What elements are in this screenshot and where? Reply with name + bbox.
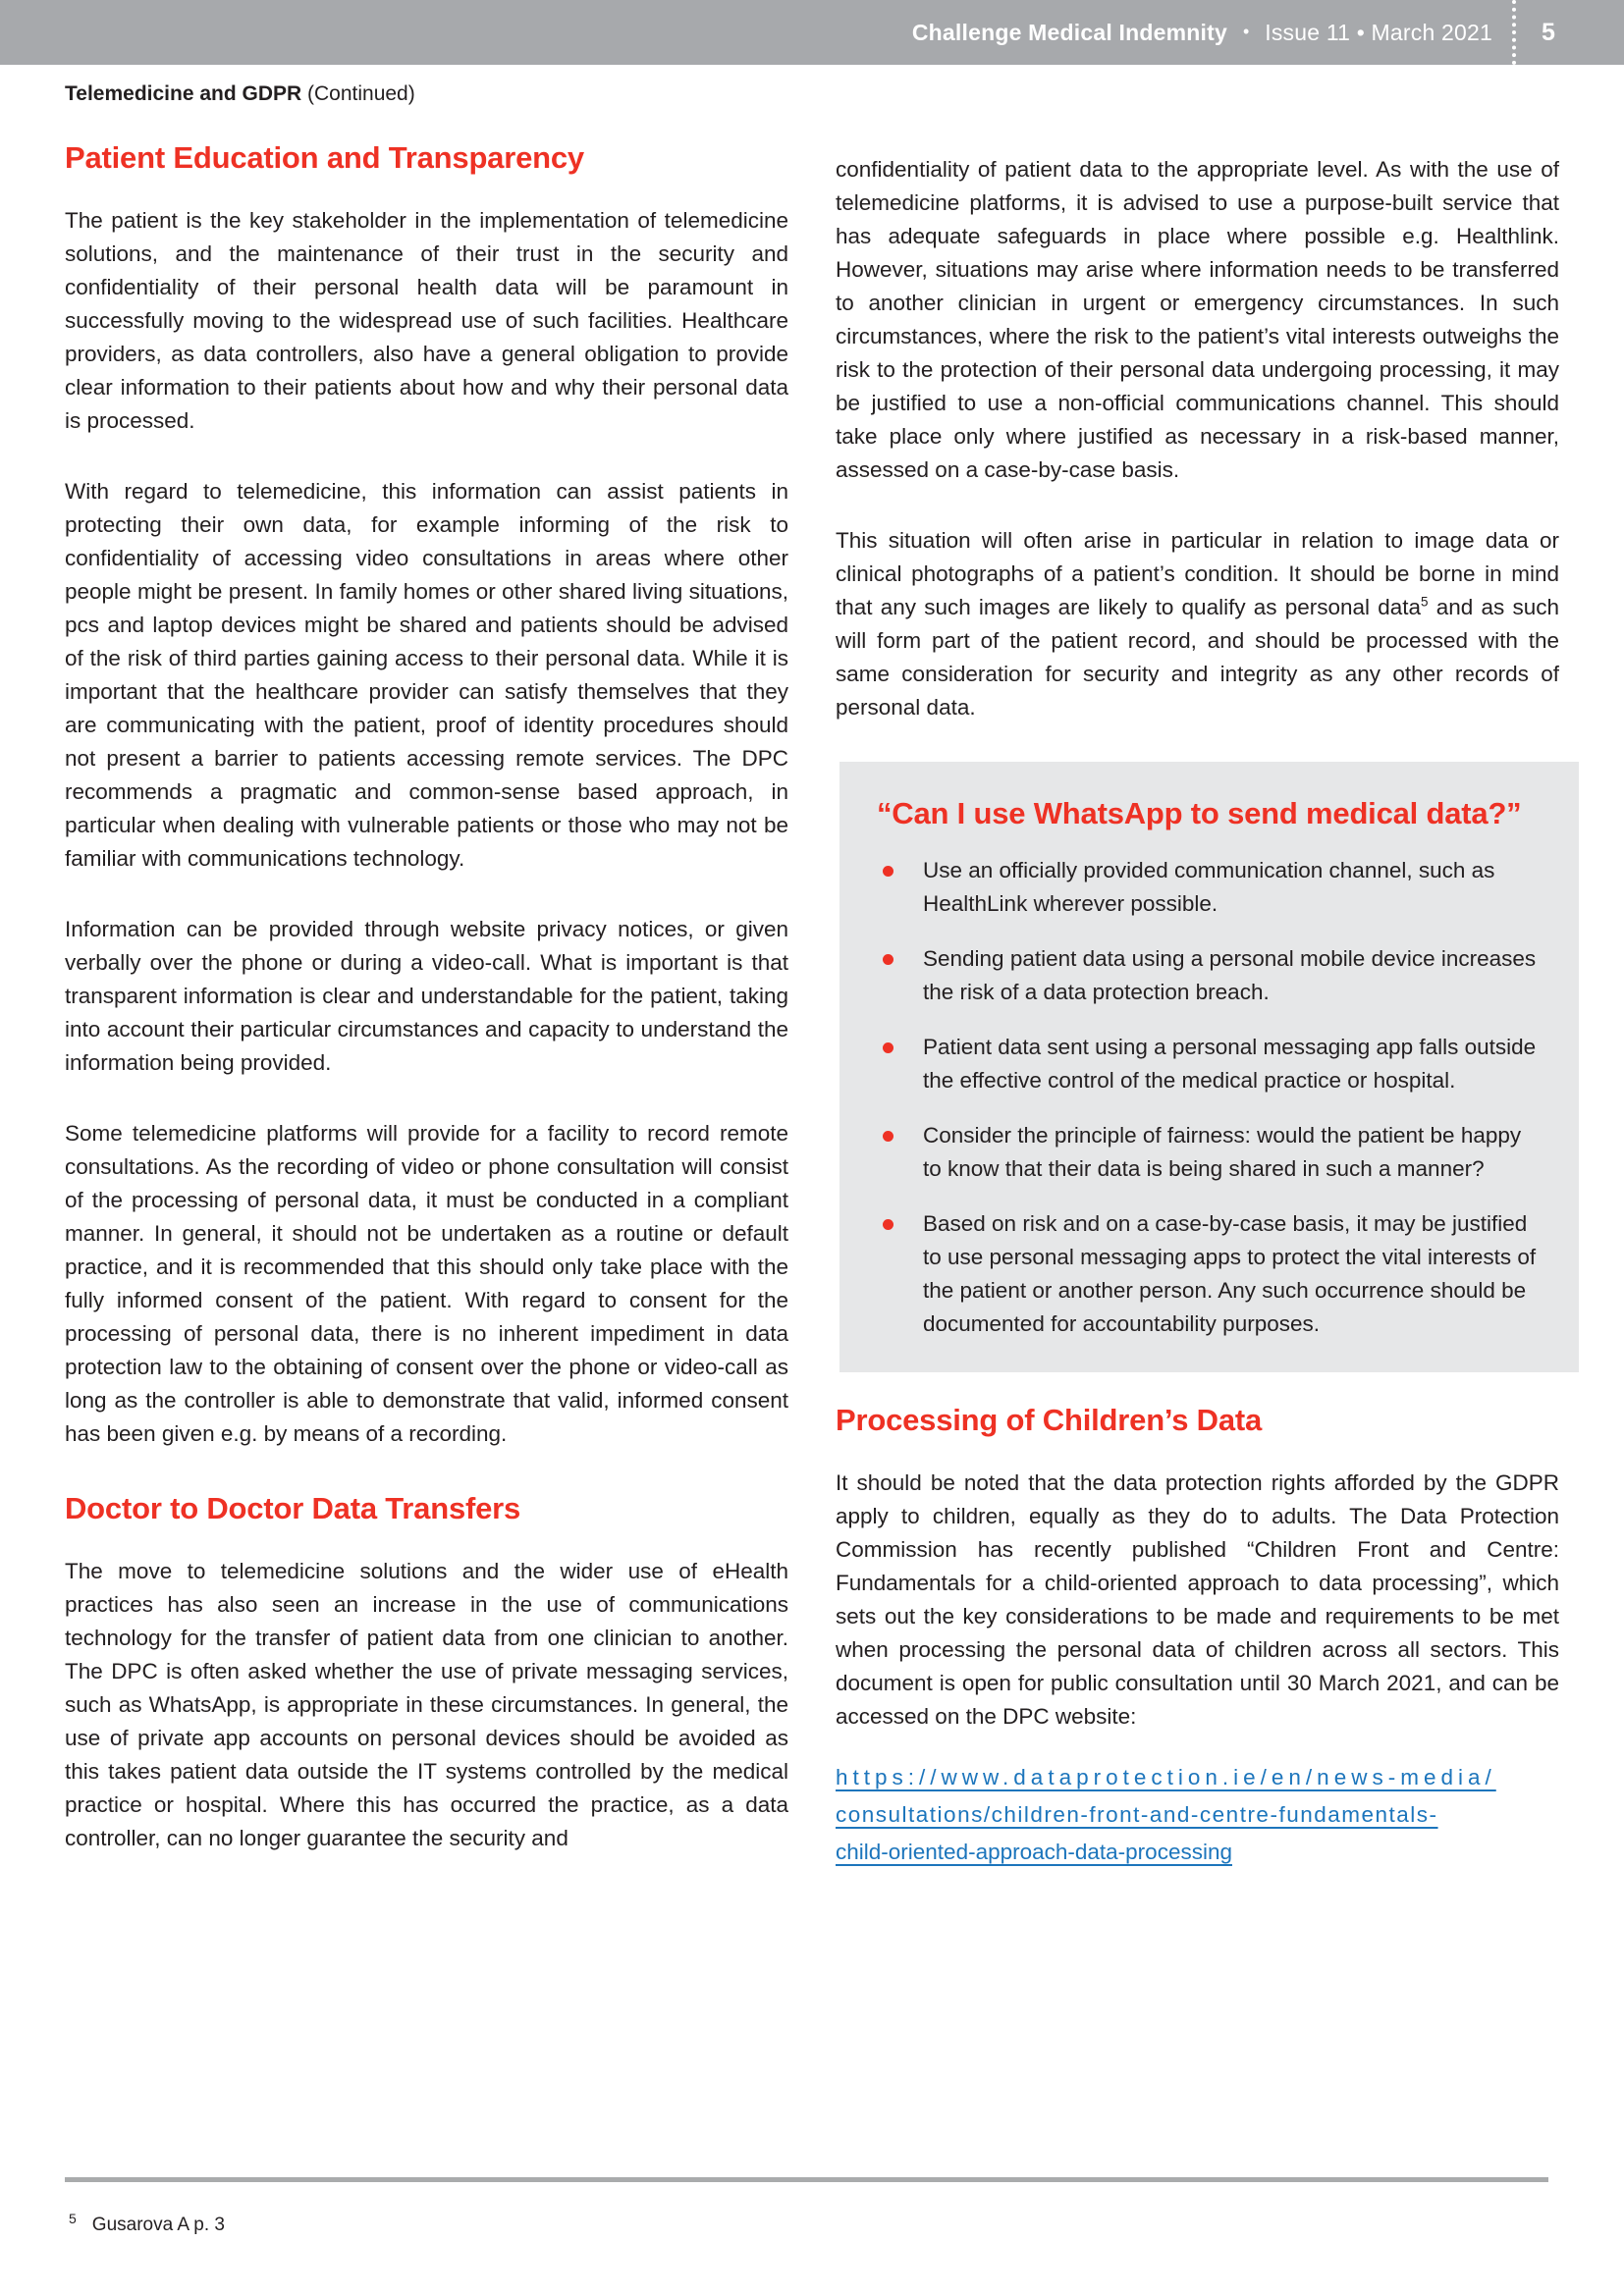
issue-info: Issue 11 • March 2021 <box>1265 19 1492 45</box>
bullet-text: Based on risk and on a case-by-case basis, it may be justified to use personal messaging apps to protect the vital interests of the patient or another person. Any such occurrence should be documented for accountability purposes. <box>923 1211 1537 1336</box>
body-paragraph: With regard to telemedicine, this information can assist patients in protecting their own data, for example informing of the risk to confidentiality of accessing video consultations in areas where other people might be present. In family homes or other shared living situations, pcs and laptop devices might be shared and patients should be advised of the risk of third parties gaining access to their personal data. While it is important that the healthcare provider can satisfy themselves that they are communicating with the patient, proof of identity procedures should not present a barrier to patients accessing remote services. The DPC recommends a pragmatic and common-sense based approach, in particular when dealing with vulnerable patients or those who may not be familiar with communications technology. <box>65 479 788 871</box>
bullet-text: Consider the principle of fairness: would the patient be happy to know that their data is being shared in such a manner? <box>923 1123 1522 1181</box>
list-item <box>877 942 1538 1009</box>
whatsapp-callout-box <box>839 762 1579 1372</box>
bullet-icon <box>883 866 893 877</box>
link-line: consultations/children-front-and-centre-fundamentals- <box>836 1802 1438 1827</box>
body-paragraph: It should be noted that the data protection rights afforded by the GDPR apply to children, equally as they do to adults. The Data Protection Commission has recently published “Children Front and Centre: Fundamentals for a child-oriented approach to data processing”, which sets out the key considerations to be made and requirements to be met when processing the personal data of children across all sectors. This document is open for public consultation until 30 March 2021, and can be accessed on the DPC website: <box>836 1470 1559 1729</box>
two-column-content <box>65 137 1559 1893</box>
list-item <box>877 854 1538 921</box>
left-column <box>65 137 788 1893</box>
list-item <box>877 1031 1538 1097</box>
header-bar <box>0 0 1624 65</box>
callout-bullet-list <box>877 854 1538 1341</box>
bullet-icon <box>883 1042 893 1053</box>
continued-line <box>65 82 415 106</box>
continued-suffix: (Continued) <box>301 82 415 105</box>
footnote-text: Gusarova A p. 3 <box>91 2215 225 2236</box>
footnote-divider <box>65 2177 1548 2182</box>
section-heading-doctor-transfers: Doctor to Doctor Data Transfers <box>65 1491 521 1525</box>
section-heading-patient-education: Patient Education and Transparency <box>65 140 584 175</box>
bullet-icon <box>883 1131 893 1142</box>
bullet-icon <box>883 954 893 965</box>
page-number: 5 <box>1542 18 1555 46</box>
body-paragraph: Some telemedicine platforms will provide for a facility to record remote consultations. As the recording of video or phone consultation will consist of the processing of personal data, it must be conducted in a compliant manner. In general, it should not be undertaken as a routine or default practice, and it is recommended that this should only take place with the fully informed consent of the patient. With regard to consent for the processing of personal data, there is no inherent impediment in data protection law to the obtaining of consent over the phone or video-call as long as the controller is able to demonstrate that valid, informed consent has been given e.g. by means of a recording. <box>65 1121 788 1446</box>
section-heading-childrens-data: Processing of Children’s Data <box>836 1403 1263 1437</box>
link-line: https://www.dataprotection.ie/en/news-media/ <box>836 1765 1496 1789</box>
paragraph-text: and as such will form part of the patient record, and should be processed with the same consideration for security and integrity as any other records of personal data. <box>836 595 1559 720</box>
paragraph-text: This situation will often arise in particular in relation to image data or clinical photographs of a patient’s condition. It should be borne in mind that any such images are likely to qualify as personal data <box>836 528 1559 619</box>
bullet-text: Use an officially provided communication channel, such as HealthLink wherever possible. <box>923 858 1495 916</box>
body-paragraph: The patient is the key stakeholder in the implementation of telemedicine solutions, and the maintenance of their trust in the security and confidentiality of their personal health data will be paramount in successfully moving to the widespread use of such facilities. Healthcare providers, as data controllers, also have a general obligation to provide clear information to their patients about how and why their personal data is processed. <box>65 208 788 433</box>
body-paragraph: Information can be provided through website privacy notices, or given verbally over the phone or during a video-call. What is important is that transparent information is clear and understandable for the patient, taking into account their particular circumstances and capacity to understand the information being provided. <box>65 917 788 1075</box>
link-line: child-oriented-approach-data-processing <box>836 1840 1232 1864</box>
bullet-text: Patient data sent using a personal messaging app falls outside the effective control of the medical practice or hospital. <box>923 1035 1537 1093</box>
footnote-marker: 5 <box>69 2211 77 2226</box>
footnote <box>69 2211 225 2236</box>
body-paragraph: confidentiality of patient data to the appropriate level. As with the use of telemedicine platforms, it is advised to use a purpose-built service that has adequate safeguards in place where possible e.g. Healthlink. However, situations may arise where information needs to be transferred to another clinician in urgent or emergency circumstances. In such circumstances, where the risk to the patient’s vital interests outweighs the risk to the protection of their personal data undergoing processing, it may be justified to use a non-official communications channel. This should take place only where justified as necessary in a risk-based manner, assessed on a case-by-case basis. <box>836 157 1559 482</box>
dpc-consultation-link[interactable] <box>836 1759 1559 1871</box>
body-paragraph: The move to telemedicine solutions and the wider use of eHealth practices has also seen an increase in the use of communications technology for the transfer of patient data from one clinician to another. The DPC is often asked whether the use of private messaging services, such as WhatsApp, is appropriate in these circumstances. In general, the use of private app accounts on personal devices should be avoided as this takes patient data outside the IT systems controlled by the medical practice or hospital. Where this has occurred the practice, as a data controller, can no longer guarantee the security and <box>65 1559 788 1850</box>
body-paragraph <box>836 524 1559 724</box>
header-separator: • <box>1242 21 1250 41</box>
header-text <box>912 0 1512 65</box>
right-column <box>836 137 1559 1893</box>
callout-title: “Can I use WhatsApp to send medical data?” <box>877 796 1522 830</box>
footnote-ref-5: 5 <box>1421 594 1429 610</box>
bullet-text: Sending patient data using a personal mobile device increases the risk of a data protection breach. <box>923 946 1537 1004</box>
article-title: Telemedicine and GDPR <box>65 82 302 105</box>
list-item <box>877 1119 1538 1186</box>
publication-title: Challenge Medical Indemnity <box>911 19 1227 45</box>
bullet-icon <box>883 1219 893 1230</box>
list-item <box>877 1207 1538 1341</box>
